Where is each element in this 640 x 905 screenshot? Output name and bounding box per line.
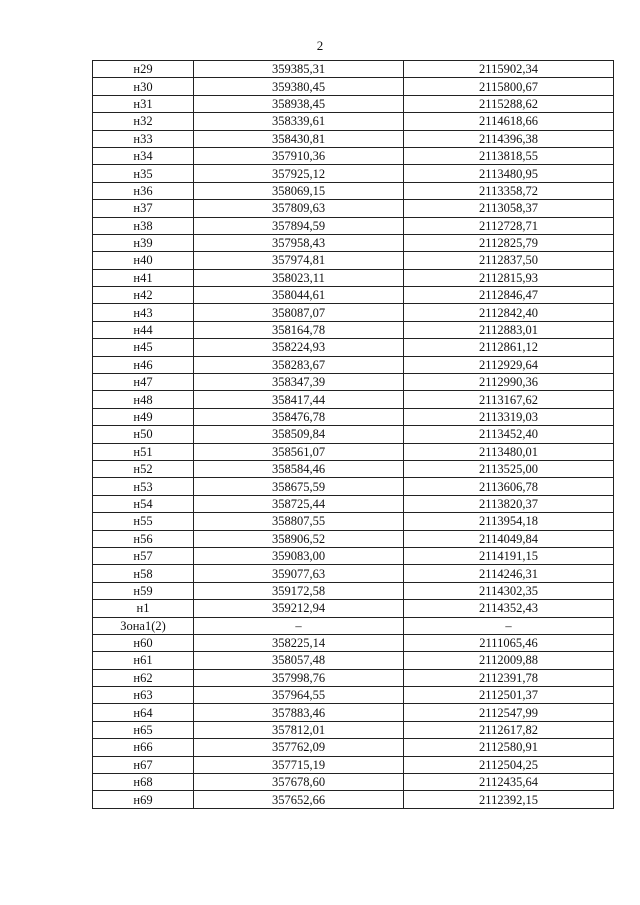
point-id-cell: н47 bbox=[93, 374, 194, 391]
y-coordinate-cell: 2112825,79 bbox=[404, 234, 614, 251]
y-coordinate-cell: 2112842,40 bbox=[404, 304, 614, 321]
x-coordinate-cell: 357964,55 bbox=[194, 687, 404, 704]
x-coordinate-cell: 358225,14 bbox=[194, 634, 404, 651]
x-coordinate-cell: 357958,43 bbox=[194, 234, 404, 251]
point-id-cell: н69 bbox=[93, 791, 194, 808]
table-row bbox=[93, 617, 614, 634]
table-body bbox=[93, 61, 614, 809]
y-coordinate-cell: 2112846,47 bbox=[404, 287, 614, 304]
x-coordinate-cell: 358164,78 bbox=[194, 321, 404, 338]
y-coordinate-cell: 2112580,91 bbox=[404, 739, 614, 756]
y-coordinate-cell: 2113606,78 bbox=[404, 478, 614, 495]
table-row bbox=[93, 356, 614, 373]
x-coordinate-cell: 358023,11 bbox=[194, 269, 404, 286]
page-number: 2 bbox=[316, 38, 324, 53]
y-coordinate-cell: 2112929,64 bbox=[404, 356, 614, 373]
point-id-cell: н1 bbox=[93, 600, 194, 617]
x-coordinate-cell: 357894,59 bbox=[194, 217, 404, 234]
point-id-cell: н60 bbox=[93, 634, 194, 651]
table-row bbox=[93, 739, 614, 756]
x-coordinate-cell: 358339,61 bbox=[194, 113, 404, 130]
table-row bbox=[93, 147, 614, 164]
y-coordinate-cell: 2113358,72 bbox=[404, 182, 614, 199]
point-id-cell: н68 bbox=[93, 774, 194, 791]
y-coordinate-cell: 2113954,18 bbox=[404, 513, 614, 530]
x-coordinate-cell: 358057,48 bbox=[194, 652, 404, 669]
point-id-cell: н59 bbox=[93, 582, 194, 599]
y-coordinate-cell: 2112392,15 bbox=[404, 791, 614, 808]
table-row bbox=[93, 460, 614, 477]
y-coordinate-cell: 2113058,37 bbox=[404, 200, 614, 217]
x-coordinate-cell: 357652,66 bbox=[194, 791, 404, 808]
point-id-cell: н41 bbox=[93, 269, 194, 286]
point-id-cell: н62 bbox=[93, 669, 194, 686]
x-coordinate-cell: 359385,31 bbox=[194, 61, 404, 78]
y-coordinate-cell: 2115288,62 bbox=[404, 95, 614, 112]
y-coordinate-cell: 2112501,37 bbox=[404, 687, 614, 704]
y-coordinate-cell: 2113818,55 bbox=[404, 147, 614, 164]
y-coordinate-cell: 2112547,99 bbox=[404, 704, 614, 721]
table-row bbox=[93, 495, 614, 512]
table-row bbox=[93, 791, 614, 808]
point-id-cell: н66 bbox=[93, 739, 194, 756]
point-id-cell: н32 bbox=[93, 113, 194, 130]
table-row bbox=[93, 252, 614, 269]
x-coordinate-cell: 359212,94 bbox=[194, 600, 404, 617]
point-id-cell: н52 bbox=[93, 460, 194, 477]
point-id-cell: н29 bbox=[93, 61, 194, 78]
point-id-cell: н53 bbox=[93, 478, 194, 495]
x-coordinate-cell: 357883,46 bbox=[194, 704, 404, 721]
table-row bbox=[93, 200, 614, 217]
table-row bbox=[93, 269, 614, 286]
table-row bbox=[93, 687, 614, 704]
x-coordinate-cell: 358347,39 bbox=[194, 374, 404, 391]
y-coordinate-cell: 2113480,95 bbox=[404, 165, 614, 182]
coordinates-table bbox=[92, 60, 614, 809]
y-coordinate-cell: 2114191,15 bbox=[404, 547, 614, 564]
x-coordinate-cell: 358906,52 bbox=[194, 530, 404, 547]
x-coordinate-cell: 357910,36 bbox=[194, 147, 404, 164]
x-coordinate-cell: 358430,81 bbox=[194, 130, 404, 147]
y-coordinate-cell: 2114396,38 bbox=[404, 130, 614, 147]
y-coordinate-cell: 2112009,88 bbox=[404, 652, 614, 669]
point-id-cell: Зона1(2) bbox=[93, 617, 194, 634]
y-coordinate-cell: 2113820,37 bbox=[404, 495, 614, 512]
point-id-cell: н67 bbox=[93, 756, 194, 773]
table-row bbox=[93, 478, 614, 495]
table-row bbox=[93, 165, 614, 182]
table-row bbox=[93, 513, 614, 530]
point-id-cell: н63 bbox=[93, 687, 194, 704]
point-id-cell: н30 bbox=[93, 78, 194, 95]
x-coordinate-cell: 358725,44 bbox=[194, 495, 404, 512]
y-coordinate-cell: 2112617,82 bbox=[404, 721, 614, 738]
point-id-cell: н56 bbox=[93, 530, 194, 547]
table-row bbox=[93, 78, 614, 95]
x-coordinate-cell: 359083,00 bbox=[194, 547, 404, 564]
point-id-cell: н42 bbox=[93, 287, 194, 304]
x-coordinate-cell: 357998,76 bbox=[194, 669, 404, 686]
x-coordinate-cell: 358476,78 bbox=[194, 408, 404, 425]
point-id-cell: н34 bbox=[93, 147, 194, 164]
point-id-cell: н44 bbox=[93, 321, 194, 338]
table-row bbox=[93, 321, 614, 338]
x-coordinate-cell: 357715,19 bbox=[194, 756, 404, 773]
table-row bbox=[93, 652, 614, 669]
table-row bbox=[93, 217, 614, 234]
table-row bbox=[93, 391, 614, 408]
point-id-cell: н50 bbox=[93, 426, 194, 443]
point-id-cell: н40 bbox=[93, 252, 194, 269]
y-coordinate-cell: 2113167,62 bbox=[404, 391, 614, 408]
y-coordinate-cell: 2112504,25 bbox=[404, 756, 614, 773]
point-id-cell: н38 bbox=[93, 217, 194, 234]
table-row bbox=[93, 130, 614, 147]
y-coordinate-cell: 2113525,00 bbox=[404, 460, 614, 477]
table-row bbox=[93, 547, 614, 564]
x-coordinate-cell: 358087,07 bbox=[194, 304, 404, 321]
table-row bbox=[93, 443, 614, 460]
y-coordinate-cell: 2112883,01 bbox=[404, 321, 614, 338]
x-coordinate-cell: 358509,84 bbox=[194, 426, 404, 443]
y-coordinate-cell: 2112391,78 bbox=[404, 669, 614, 686]
table-row bbox=[93, 426, 614, 443]
point-id-cell: н45 bbox=[93, 339, 194, 356]
y-coordinate-cell: 2112815,93 bbox=[404, 269, 614, 286]
x-coordinate-cell: 357762,09 bbox=[194, 739, 404, 756]
y-coordinate-cell: 2112861,12 bbox=[404, 339, 614, 356]
x-coordinate-cell: 358224,93 bbox=[194, 339, 404, 356]
table-row bbox=[93, 304, 614, 321]
y-coordinate-cell: – bbox=[404, 617, 614, 634]
point-id-cell: н43 bbox=[93, 304, 194, 321]
y-coordinate-cell: 2115800,67 bbox=[404, 78, 614, 95]
x-coordinate-cell: 358938,45 bbox=[194, 95, 404, 112]
table-row bbox=[93, 582, 614, 599]
y-coordinate-cell: 2114352,43 bbox=[404, 600, 614, 617]
point-id-cell: н55 bbox=[93, 513, 194, 530]
table-row bbox=[93, 774, 614, 791]
y-coordinate-cell: 2112435,64 bbox=[404, 774, 614, 791]
point-id-cell: н58 bbox=[93, 565, 194, 582]
y-coordinate-cell: 2114049,84 bbox=[404, 530, 614, 547]
table-row bbox=[93, 530, 614, 547]
table-row bbox=[93, 634, 614, 651]
table-row bbox=[93, 756, 614, 773]
x-coordinate-cell: 358044,61 bbox=[194, 287, 404, 304]
y-coordinate-cell: 2115902,34 bbox=[404, 61, 614, 78]
x-coordinate-cell: 358675,59 bbox=[194, 478, 404, 495]
table-row bbox=[93, 95, 614, 112]
point-id-cell: н31 bbox=[93, 95, 194, 112]
table-row bbox=[93, 61, 614, 78]
x-coordinate-cell: 357678,60 bbox=[194, 774, 404, 791]
table-row bbox=[93, 565, 614, 582]
y-coordinate-cell: 2114246,31 bbox=[404, 565, 614, 582]
point-id-cell: н48 bbox=[93, 391, 194, 408]
x-coordinate-cell: 358561,07 bbox=[194, 443, 404, 460]
y-coordinate-cell: 2113319,03 bbox=[404, 408, 614, 425]
x-coordinate-cell: 358807,55 bbox=[194, 513, 404, 530]
x-coordinate-cell: 359077,63 bbox=[194, 565, 404, 582]
table-row bbox=[93, 408, 614, 425]
table-row bbox=[93, 374, 614, 391]
x-coordinate-cell: 357809,63 bbox=[194, 200, 404, 217]
point-id-cell: н57 bbox=[93, 547, 194, 564]
point-id-cell: н39 bbox=[93, 234, 194, 251]
point-id-cell: н61 bbox=[93, 652, 194, 669]
point-id-cell: н64 bbox=[93, 704, 194, 721]
x-coordinate-cell: 357812,01 bbox=[194, 721, 404, 738]
y-coordinate-cell: 2111065,46 bbox=[404, 634, 614, 651]
table-row bbox=[93, 600, 614, 617]
point-id-cell: н51 bbox=[93, 443, 194, 460]
table-row bbox=[93, 182, 614, 199]
x-coordinate-cell: – bbox=[194, 617, 404, 634]
table-row bbox=[93, 721, 614, 738]
y-coordinate-cell: 2113480,01 bbox=[404, 443, 614, 460]
point-id-cell: н65 bbox=[93, 721, 194, 738]
x-coordinate-cell: 358584,46 bbox=[194, 460, 404, 477]
x-coordinate-cell: 358417,44 bbox=[194, 391, 404, 408]
x-coordinate-cell: 359380,45 bbox=[194, 78, 404, 95]
y-coordinate-cell: 2114618,66 bbox=[404, 113, 614, 130]
point-id-cell: н33 bbox=[93, 130, 194, 147]
y-coordinate-cell: 2113452,40 bbox=[404, 426, 614, 443]
y-coordinate-cell: 2112837,50 bbox=[404, 252, 614, 269]
point-id-cell: н49 bbox=[93, 408, 194, 425]
table-row bbox=[93, 287, 614, 304]
x-coordinate-cell: 358069,15 bbox=[194, 182, 404, 199]
y-coordinate-cell: 2112728,71 bbox=[404, 217, 614, 234]
y-coordinate-cell: 2114302,35 bbox=[404, 582, 614, 599]
x-coordinate-cell: 357925,12 bbox=[194, 165, 404, 182]
table-row bbox=[93, 704, 614, 721]
point-id-cell: н36 bbox=[93, 182, 194, 199]
point-id-cell: н37 bbox=[93, 200, 194, 217]
point-id-cell: н54 bbox=[93, 495, 194, 512]
table-row bbox=[93, 339, 614, 356]
x-coordinate-cell: 359172,58 bbox=[194, 582, 404, 599]
x-coordinate-cell: 357974,81 bbox=[194, 252, 404, 269]
x-coordinate-cell: 358283,67 bbox=[194, 356, 404, 373]
point-id-cell: н46 bbox=[93, 356, 194, 373]
point-id-cell: н35 bbox=[93, 165, 194, 182]
table-row bbox=[93, 669, 614, 686]
table-row bbox=[93, 113, 614, 130]
y-coordinate-cell: 2112990,36 bbox=[404, 374, 614, 391]
table-row bbox=[93, 234, 614, 251]
